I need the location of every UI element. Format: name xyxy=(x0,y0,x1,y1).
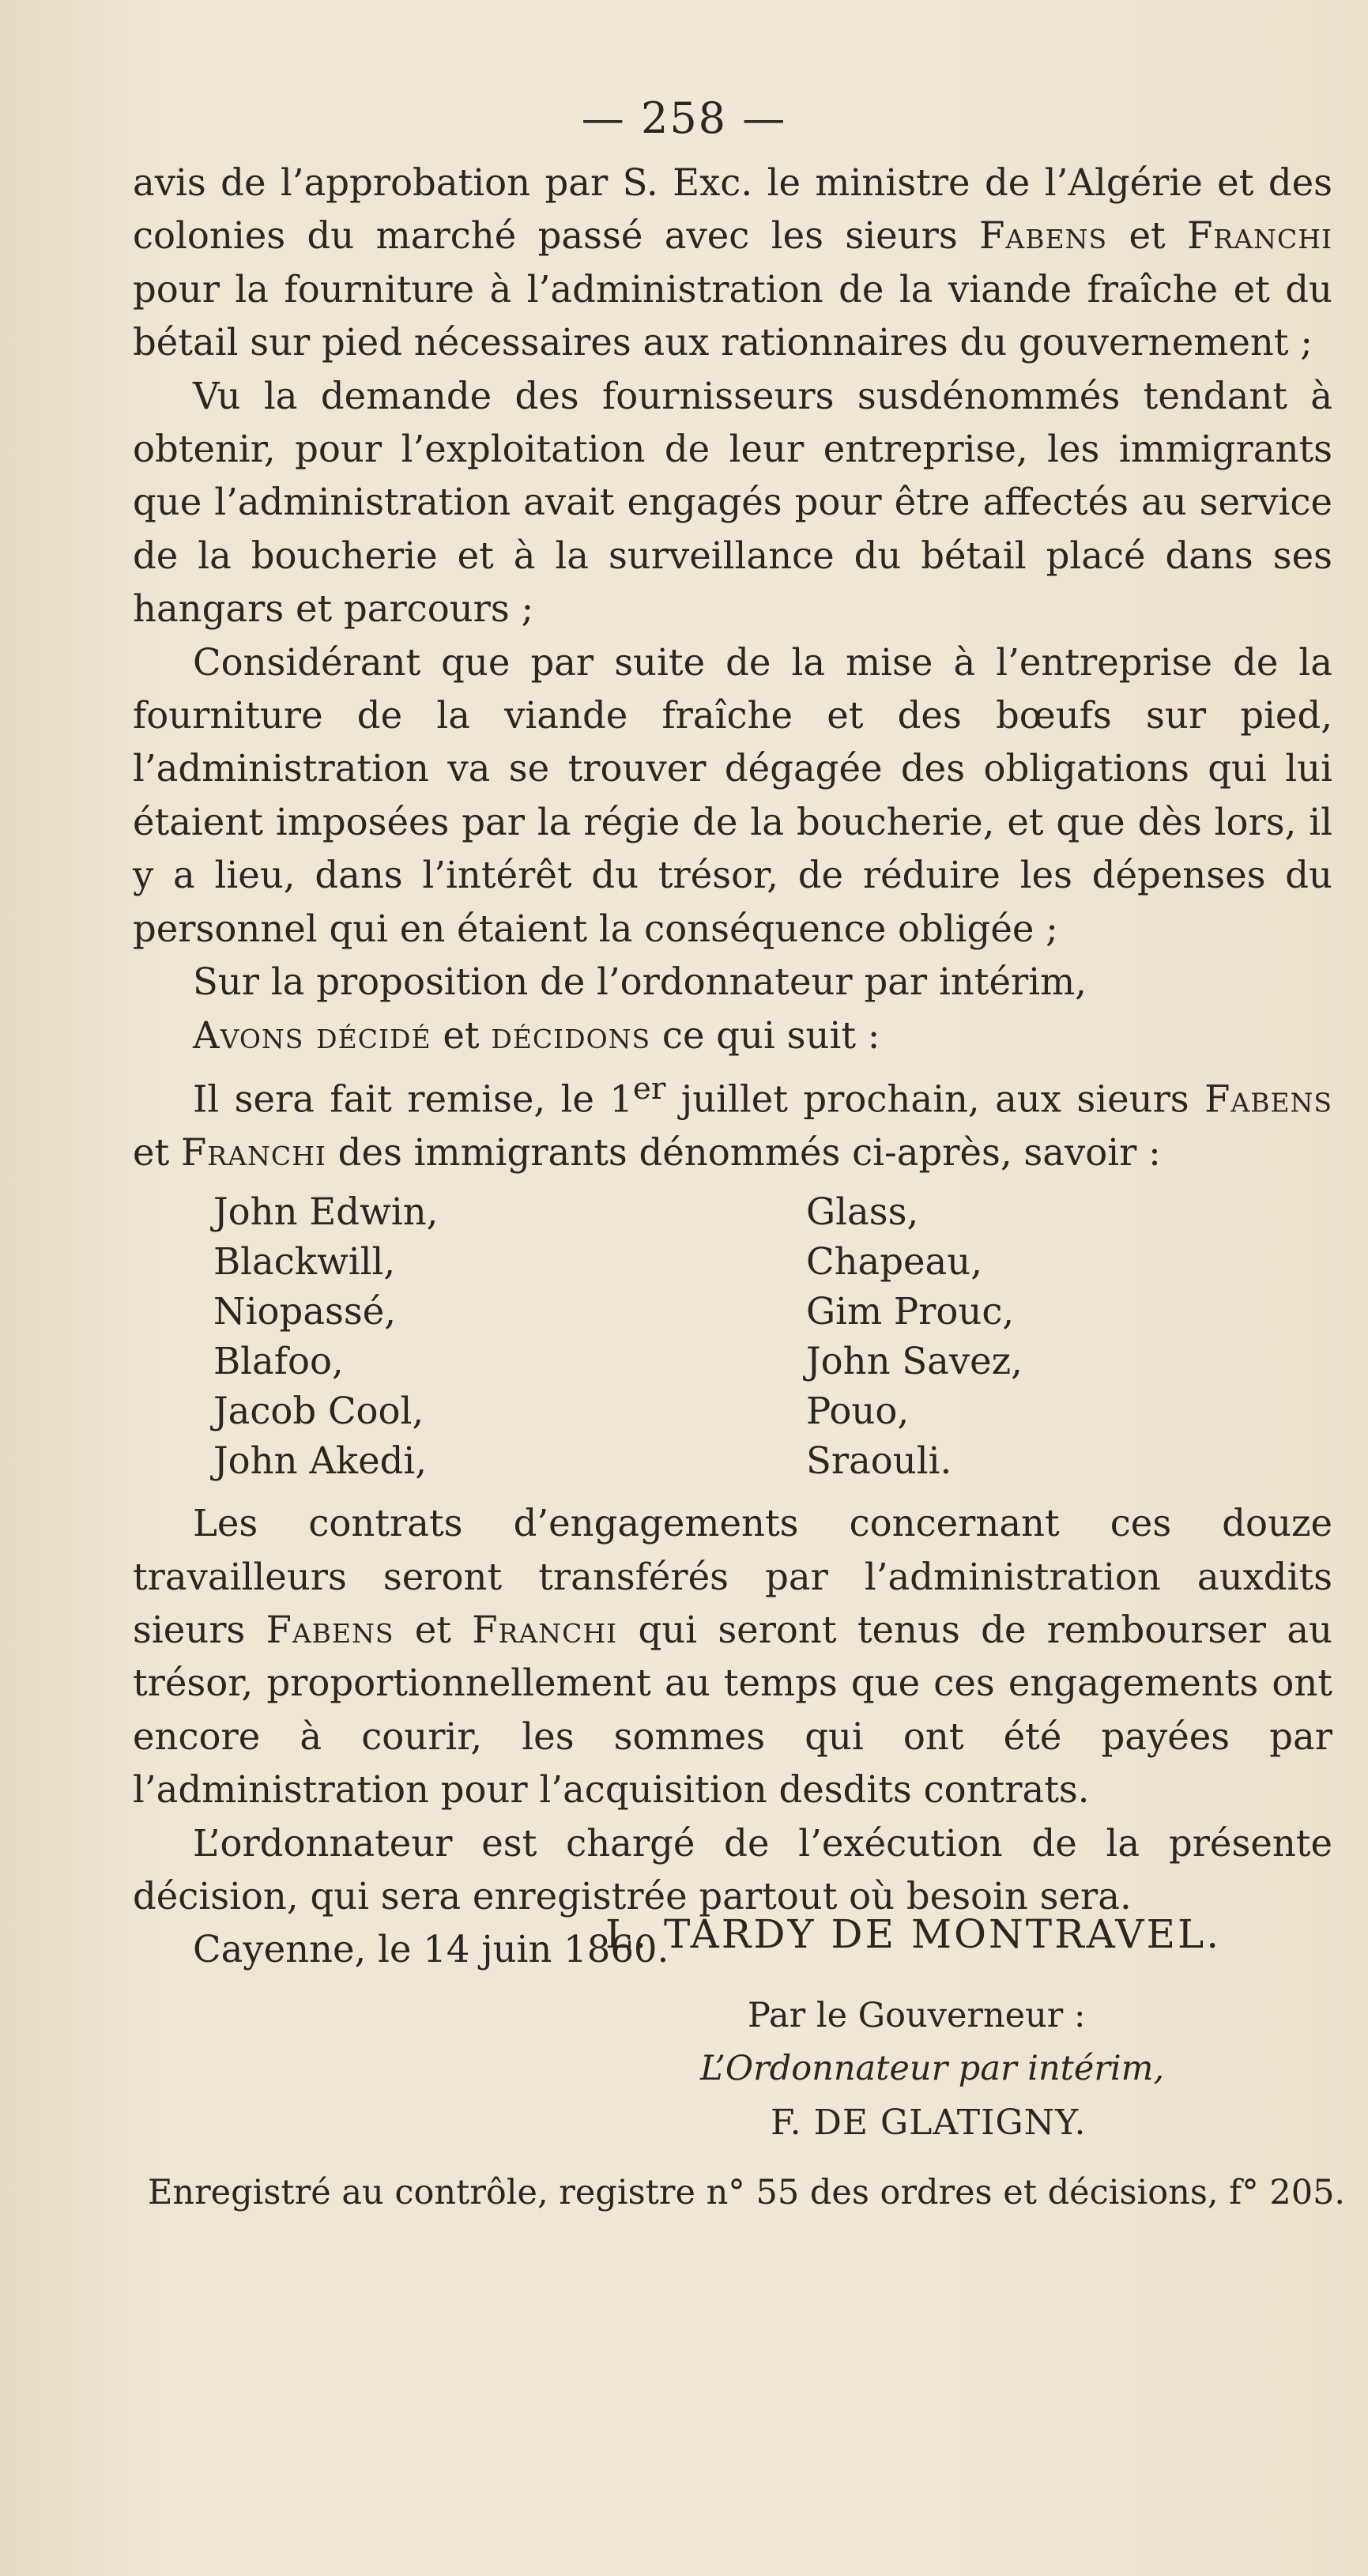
name-fabens: Fabens xyxy=(266,1609,394,1652)
paragraph-execution: L’ordonnateur est chargé de l’exécution de la présente décision, qui sera enregistrée partout où besoin sera. xyxy=(133,1821,1332,1918)
name-franchi: Franchi xyxy=(1187,214,1333,258)
list-item: Jacob Cool, xyxy=(213,1390,424,1433)
text-run: avis de l’approbation par S. Exc. le ministre de l’Algérie et des colonies du marché passé avec les sieurs xyxy=(133,161,1332,258)
text-run: pour la fourniture à l’administration de la viande fraîche et du bétail sur pied nécessaires aux rationnaires du gouvernement ; xyxy=(133,267,1332,364)
paragraph-remise xyxy=(133,1062,1332,1179)
paragraph-proposal: Sur la proposition de l’ordonnateur par intérim, xyxy=(193,960,1087,1004)
registration-note: Enregistré au contrôle, registre n° 55 des ordres et décisions, f° 205. xyxy=(148,2173,1346,2212)
superscript: er xyxy=(632,1070,666,1107)
page-number: — 258 — xyxy=(581,93,787,143)
list-item: Gim Prouc, xyxy=(806,1290,1015,1333)
signature-governor: L. TARDY DE MONTRAVEL. xyxy=(605,1911,1222,1957)
paragraph-approval xyxy=(133,157,1332,370)
text-run: Les contrats d’engagements concernant ces douze travailleurs seront transférés par l’administration auxdits sieurs xyxy=(133,1502,1332,1652)
list-item: Sraouli. xyxy=(806,1439,952,1483)
paragraph-request: Vu la demande des fournisseurs susdénommés tendant à obtenir, pour l’exploitation de leur entreprise, les immigrants que l’administration avait engagés pour être affectés au service de la boucherie et à la surveillance du bétail placé dans ses hangars et parcours ; xyxy=(133,374,1332,631)
list-item: Pouo, xyxy=(806,1390,910,1433)
list-item: Niopassé, xyxy=(213,1290,397,1333)
list-item: John Akedi, xyxy=(213,1439,428,1483)
text-run: qui seront tenus de rembourser au trésor, proportionnellement au temps que ces engagements ont encore à courir, les sommes qui ont été payées par l’administration pour l’acquisition desdits contrats. xyxy=(133,1609,1332,1812)
list-item: Blafoo, xyxy=(213,1340,344,1383)
text-run: ce qui suit : xyxy=(661,1013,880,1057)
decision-caps: décidons xyxy=(491,1013,651,1057)
name-franchi: Franchi xyxy=(472,1609,618,1652)
by-governor-line: Par le Gouverneur : xyxy=(748,1996,1086,2035)
list-item: Glass, xyxy=(806,1190,919,1234)
paragraph-considering: Considérant que par suite de la mise à l’entreprise de la fourniture de la viande fraîche et des bœufs sur pied, l’administration va se trouver dégagée des obligations qui lui étaient imposées par la régie de la boucherie, et que dès lors, il y a lieu, dans l’intérêt du trésor, de réduire les dépenses du personnel qui en étaient la conséquence obligée ; xyxy=(133,640,1332,950)
text-run: et xyxy=(133,1130,170,1174)
body-text xyxy=(133,157,1332,1977)
place-date: Cayenne, le 14 juin 1860. xyxy=(193,1928,669,1971)
text-run: et xyxy=(443,1013,480,1057)
signature-ordonnateur: F. DE GLATIGNY. xyxy=(771,2103,1087,2143)
text-run: juillet prochain, aux sieurs xyxy=(680,1077,1189,1121)
list-item: John Savez, xyxy=(806,1340,1023,1383)
text-run: Il sera fait remise, le 1 xyxy=(193,1077,633,1121)
name-franchi: Franchi xyxy=(181,1130,326,1174)
paragraph-decision xyxy=(133,1009,1332,1062)
list-item: Blackwill, xyxy=(213,1240,396,1284)
list-item: Chapeau, xyxy=(806,1240,982,1284)
text-run: et xyxy=(414,1609,451,1652)
text-run: et xyxy=(1129,214,1166,258)
paragraph-contracts xyxy=(133,1497,1332,1816)
ordonnateur-role: L’Ordonnateur par intérim, xyxy=(700,2049,1165,2088)
name-fabens: Fabens xyxy=(1204,1077,1333,1121)
decision-caps: Avons décidé xyxy=(193,1013,432,1057)
name-fabens: Fabens xyxy=(979,214,1108,258)
text-run: des immigrants dénommés ci-après, savoir : xyxy=(337,1130,1161,1174)
list-item: John Edwin, xyxy=(213,1190,439,1234)
immigrant-list xyxy=(133,1187,1332,1486)
